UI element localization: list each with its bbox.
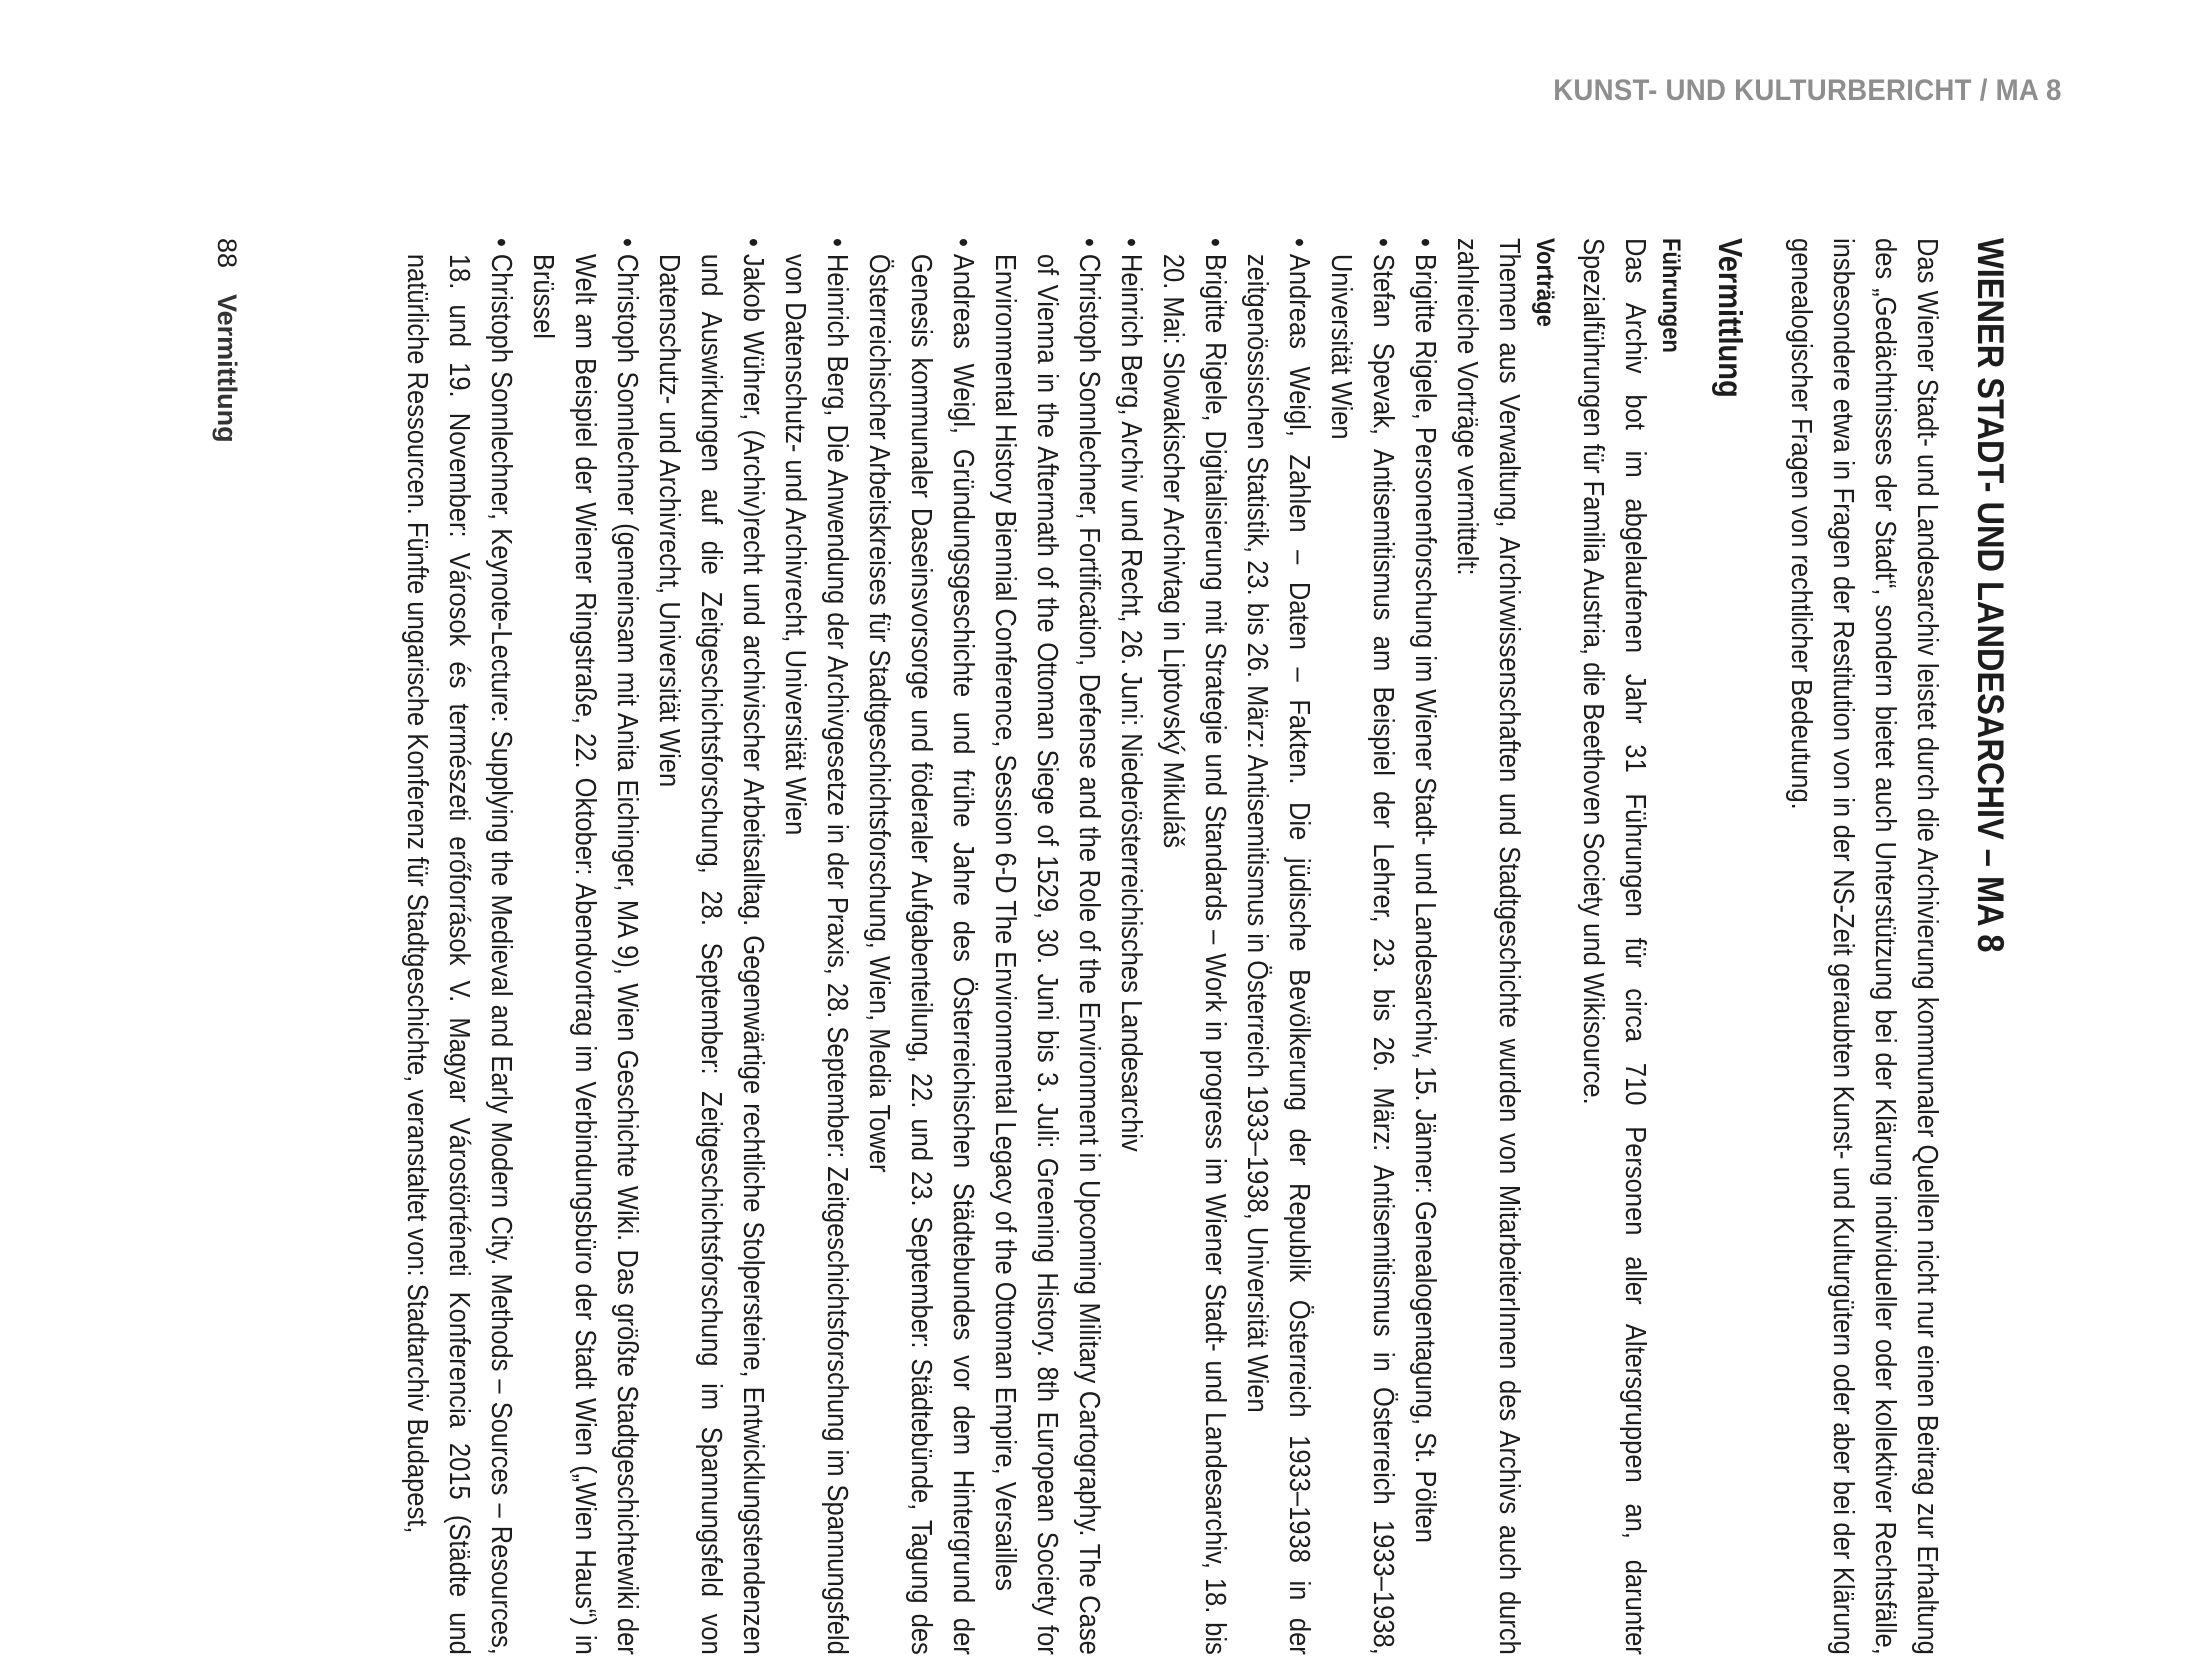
list-item-text: Andreas Weigl, Zahlen – Daten – Fakten. Die jüdische Bevölkerung der Republik Österreich 1933–1938 in der zeitgenössischen Statistik, 23. bis 26. März: Antisemitismus in Österreich 1933–1938, Universität Wien (1241, 253, 1315, 1655)
bullet-icon: • (947, 238, 979, 247)
bullet-icon: • (485, 238, 517, 247)
vortraege-intro: Themen aus Verwaltung, Archivwissenschaften und Stadtgeschichte wurden von MitarbeiterInnen des Archivs auch durch zahlreiche Vorträge vermittelt: (1451, 238, 1525, 1655)
list-item-text: Jakob Wührer, (Archiv)recht und archivischer Arbeitsalltag. Gegenwärtige rechtliche Stolpersteine, Entwicklungstendenzen und Auswirkungen auf die Zeitgeschichtsforschung, 28. September: Zeitgeschichtsforschung im Spannungsfeld von Datenschutz- und Archivrecht, Universität Wien (653, 253, 769, 1655)
bullet-icon: • (737, 238, 769, 247)
list-item (858, 238, 984, 1655)
bullet-icon: • (1283, 238, 1315, 247)
bullet-icon: • (1199, 238, 1231, 247)
vortraege-heading: Vorträge (1531, 238, 1559, 327)
running-header: KUNST- UND KULTURBERICHT / MA 8 (1553, 74, 2062, 107)
list-item-text: Heinrich Berg, Archiv und Recht, 26. Juni: Niederösterreichisches Landesarchiv (1115, 253, 1147, 1152)
list-item (1404, 238, 1446, 1655)
list-item (1236, 238, 1320, 1655)
list-item (522, 238, 648, 1655)
bullet-icon: • (1409, 238, 1441, 247)
page-footer (212, 238, 242, 1658)
bullet-icon: • (1367, 238, 1399, 247)
list-item-text: Brigitte Rigele, Personenforschung im Wiener Stadt- und Landesarchiv, 15. Jänner: Genealogentagung, St. Pölten (1409, 253, 1441, 1543)
bullet-icon: • (1073, 238, 1105, 247)
list-item (774, 238, 858, 1655)
list-item-text: Brigitte Rigele, Digitalisierung mit Strategie und Standards – Work in progress im Wiener Stadt- und Landesarchiv, 18. bis 20. Mai: Slowakischer Archivtag in Liptovský Mikuláš (1157, 253, 1231, 1655)
bullet-icon: • (1115, 238, 1147, 247)
list-item-text: Christoph Sonnlechner (gemeinsam mit Anita Eichinger, MA 9), Wien Geschichte Wiki. Das größte Stadtgeschichtewiki der Welt am Beispiel der Wiener Ringstraße, 22. Oktober: Abendvortrag im Verbindungsbüro der Stadt Wien („Wien Haus“) in Brüssel (527, 253, 643, 1655)
list-item (648, 238, 774, 1655)
list-item-text: Andreas Weigl, Gründungsgeschichte und frühe Jahre des Österreichischen Städtebundes vor dem Hintergrund der Genesis kommunaler Daseinsvorsorge und föderaler Aufgabenteilung, 22. und 23. September: Städtebünde, Tagung des Österreichischer Arbeitskreises für Stadtgeschichtsforschung, Wien, Media Tower (863, 253, 979, 1655)
vortraege-block (396, 238, 1560, 1655)
list-item-text: Christoph Sonnlechner, Keynote-Lecture: Supplying the Medieval and Early Modern City. Methods – Sources – Resources, 18. und 19. November: Városok és természeti erőforrások V. Magyar Várostörténeti Konferencia 2015 (Städte und natürliche Ressourcen. Fünfte ungarische Konferenz für Stadtgeschichte, veranstaltet von: Stadtarchiv Budapest, (401, 253, 517, 1655)
fuehrungen-heading: Führungen (1657, 238, 1685, 353)
list-item (396, 238, 522, 1655)
lecture-list (396, 238, 1446, 1655)
list-item-text: Stefan Spevak, Antisemitismus am Beispiel der Lehrer, 23. bis 26. März: Antisemitismus in Österreich 1933–1938, Universität Wien (1325, 253, 1399, 1655)
page-content (172, 238, 2012, 1658)
footer-section: Vermittlung (212, 294, 242, 443)
bullet-icon: • (821, 238, 853, 247)
page-number: 88 (212, 238, 242, 269)
fuehrungen-text: Das Archiv bot im abgelaufenen Jahr 31 Führungen für circa 710 Personen aller Altersgruppen an, darunter Spezialführungen für Familia Austria, die Beethoven Society und Wikisource. (1577, 238, 1651, 1655)
list-item-text: Christoph Sonnlechner, Fortification, Defense and the Role of the Environment in Upcoming Military Cartography. The Case of Vienna in the Aftermath of the Ottoman Siege of 1529, 30. Juni bis 3. Juli: Greening History. 8th European Society for Environmental History Biennial Conference, Session 6-D The Environmental Legacy of the Ottoman Empire, Versailles (989, 253, 1105, 1655)
intro-paragraph: Das Wiener Stadt- und Landesarchiv leistet durch die Archivierung kommunaler Quellen nicht nur einen Beitrag zur Erhaltung des „Gedächtnisses der Stadt“, sondern bietet auch Unterstützung bei der Klärung individueller oder kollektiver Rechtsfälle, insbesondere etwa in Fragen der Restitution von in der NS-Zeit geraubten Kunst- und Kulturgütern oder aber bei der Klärung genealogischer Fragen von rechtlicher Bedeutung. (1785, 238, 1943, 1655)
list-item-text: Heinrich Berg, Die Anwendung der Archivgesetze in der Praxis, 28. September: Zeitgeschichtsforschung im Spannungsfeld von Datenschutz- und Archivrecht, Universität Wien (779, 253, 853, 1655)
list-item (1320, 238, 1404, 1655)
list-item (984, 238, 1110, 1655)
rotated-page (172, 238, 2012, 1658)
list-item (1110, 238, 1152, 1655)
section-heading: Vermittlung (1712, 238, 1749, 398)
text-column (396, 238, 2012, 1655)
page-title: WIENER STADT- UND LANDESARCHIV – MA 8 (1970, 238, 2011, 953)
bullet-icon: • (611, 238, 643, 247)
list-item (1152, 238, 1236, 1655)
fuehrungen-block (1572, 238, 1686, 1655)
